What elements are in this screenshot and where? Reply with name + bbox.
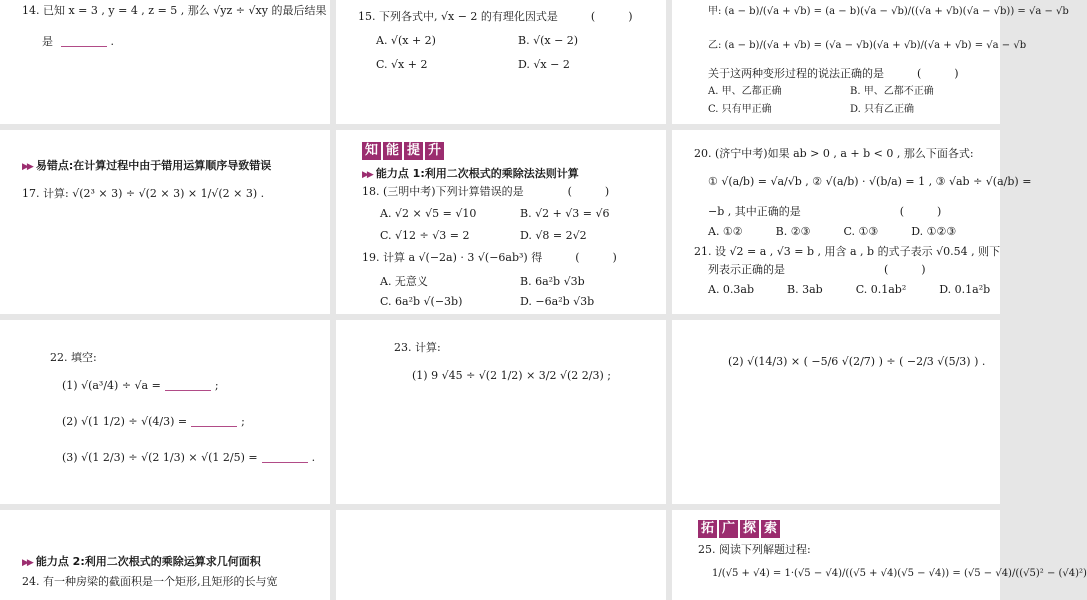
answer-blank[interactable]: [262, 462, 308, 463]
q19-option-c[interactable]: C. 6a²b √(−3b): [380, 295, 463, 308]
arrow-icon: ▶▶: [362, 170, 372, 180]
tag-char: 提: [404, 142, 423, 160]
q19-option-d[interactable]: D. −6a²b √3b: [520, 295, 595, 308]
ability-point-2: [22, 554, 261, 571]
q25-expression: 1/(√5 + √4) = 1·(√5 − √4)/((√5 + √4)(√5 − √4)) = (√5 − √4)/((√5)² − (√4)²): [712, 568, 1087, 579]
q21-line1: 21. 设 √2 = a , √3 = b , 用含 a , b 的式子表示 √0.54 , 则下: [694, 245, 1001, 258]
q18-option-a[interactable]: A. √2 × √5 = √10: [380, 207, 477, 220]
q16-option-b[interactable]: B. 甲、乙都不正确: [850, 86, 934, 97]
card-q23-part2: [672, 320, 1000, 504]
tag-char: 升: [425, 142, 444, 160]
q16-option-d[interactable]: D. 只有乙正确: [850, 104, 915, 115]
ability-point-1: [362, 166, 579, 183]
q14-line2: 是 .: [42, 35, 114, 48]
q19-question: 19. 计算 a √(−2a) · 3 √(−6ab³) 得 ( ): [362, 251, 617, 264]
q18-option-c[interactable]: C. √12 ÷ √3 = 2: [380, 229, 470, 242]
q18-question: 18. (三明中考)下列计算错误的是 ( ): [362, 185, 610, 198]
q15-question: 15. 下列各式中, √x − 2 的有理化因式是 ( ): [358, 10, 633, 23]
answer-blank[interactable]: [165, 390, 211, 391]
q22-part1-text: (1) √(a³/4) ÷ √a =: [62, 379, 161, 392]
q14-line1: 14. 已知 x = 3 , y = 4 , z = 5 , 那么 √yz ÷ √xy 的最后结果: [22, 4, 327, 17]
answer-blank[interactable]: [191, 426, 237, 427]
card-q25: [672, 510, 1087, 600]
tag-char: 能: [383, 142, 402, 160]
q15-option-c[interactable]: C. √x + 2: [376, 58, 428, 71]
section-tag-zhineng: [362, 142, 444, 160]
q23-title: 23. 计算:: [394, 341, 441, 354]
q22-title: 22. 填空:: [50, 351, 97, 364]
q22-part3: (3) √(1 2/3) ÷ √(2 1/3) × √(1 2/5) = .: [62, 451, 316, 464]
q20-line3: −b , 其中正确的是 ( ): [708, 205, 942, 218]
q22-part2: (2) √(1 1/2) ÷ √(4/3) = ;: [62, 415, 245, 428]
card-q23-part1: [336, 320, 666, 504]
q16-question: 关于这两种变形过程的说法正确的是 ( ): [708, 67, 959, 80]
q19-option-b[interactable]: B. 6a²b √3b: [520, 275, 585, 288]
tip-line: [22, 158, 271, 175]
q22-part3-text: (3) √(1 2/3) ÷ √(2 1/3) × √(1 2/5) =: [62, 451, 258, 464]
q18-option-b[interactable]: B. √2 + √3 = √6: [520, 207, 610, 220]
card-q16: [672, 0, 1069, 124]
arrow-icon: ▶▶: [22, 162, 32, 172]
q22-part2-text: (2) √(1 1/2) ÷ √(4/3) =: [62, 415, 188, 428]
tag-char: 知: [362, 142, 381, 160]
q18-option-d[interactable]: D. √8 = 2√2: [520, 229, 587, 242]
answer-blank[interactable]: [61, 46, 107, 47]
card-empty: [336, 510, 666, 600]
card-q24: [0, 510, 330, 600]
q15-option-d[interactable]: D. √x − 2: [518, 58, 570, 71]
arrow-icon: ▶▶: [22, 558, 32, 568]
tag-char: 广: [719, 520, 738, 538]
q20-line2: ① √(a/b) = √a/√b , ② √(a/b) · √(b/a) = 1 , ③ √ab ÷ √(a/b) =: [708, 175, 1032, 188]
q21-line2: 列表示正确的是 ( ): [708, 263, 926, 276]
tag-char: 探: [740, 520, 759, 538]
card-q22: [0, 320, 330, 504]
tip-text: 易错点:在计算过程中由于错用运算顺序导致错误: [35, 159, 272, 172]
q14-line2-text: 是: [42, 35, 53, 48]
q16-yi: 乙: (a − b)/(√a + √b) = (√a − √b)(√a + √b)/(√a + √b) = √a − √b: [708, 40, 1027, 51]
card-q14: [0, 0, 330, 124]
q15-option-b[interactable]: B. √(x − 2): [518, 34, 579, 47]
q15-option-a[interactable]: A. √(x + 2): [376, 34, 436, 47]
card-q15: [336, 0, 666, 124]
q21-options[interactable]: A. 0.3ab B. 3ab C. 0.1ab² D. 0.1a²b: [708, 283, 991, 296]
ability-point-2-text: 能力点 2:利用二次根式的乘除运算求几何面积: [35, 555, 261, 568]
card-q20-q21: [672, 130, 1032, 314]
q16-option-a[interactable]: A. 甲、乙都正确: [708, 86, 782, 97]
q17-question: 17. 计算: √(2³ × 3) ÷ √(2 × 3) × 1/√(2 × 3) .: [22, 187, 265, 200]
card-q17: [0, 130, 330, 314]
q23-part1: (1) 9 √45 ÷ √(2 1/2) × 3/2 √(2 2/3) ;: [412, 369, 611, 382]
ability-point-1-text: 能力点 1:利用二次根式的乘除法法则计算: [375, 167, 579, 180]
q24-question: 24. 有一种房梁的截面积是一个矩形,且矩形的长与宽: [22, 575, 278, 588]
tag-char: 索: [761, 520, 780, 538]
q20-line1: 20. (济宁中考)如果 ab > 0 , a + b < 0 , 那么下面各式:: [694, 147, 974, 160]
card-q18-q19: [336, 130, 666, 314]
section-tag-tuoguang: [698, 520, 780, 538]
q25-title: 25. 阅读下列解题过程:: [698, 543, 811, 556]
q23-part2: (2) √(14/3) × ( −5/6 √(2/7) ) ÷ ( −2/3 √(5/3) ) .: [728, 355, 986, 368]
q16-jia: 甲: (a − b)/(√a + √b) = (a − b)(√a − √b)/((√a + √b)(√a − √b)) = √a − √b: [708, 6, 1069, 17]
tag-char: 拓: [698, 520, 717, 538]
q20-options[interactable]: A. ①② B. ②③ C. ①③ D. ①②③: [708, 225, 957, 238]
q22-part1: (1) √(a³/4) ÷ √a = ;: [62, 379, 219, 392]
q19-option-a[interactable]: A. 无意义: [380, 275, 428, 288]
q16-option-c[interactable]: C. 只有甲正确: [708, 104, 772, 115]
